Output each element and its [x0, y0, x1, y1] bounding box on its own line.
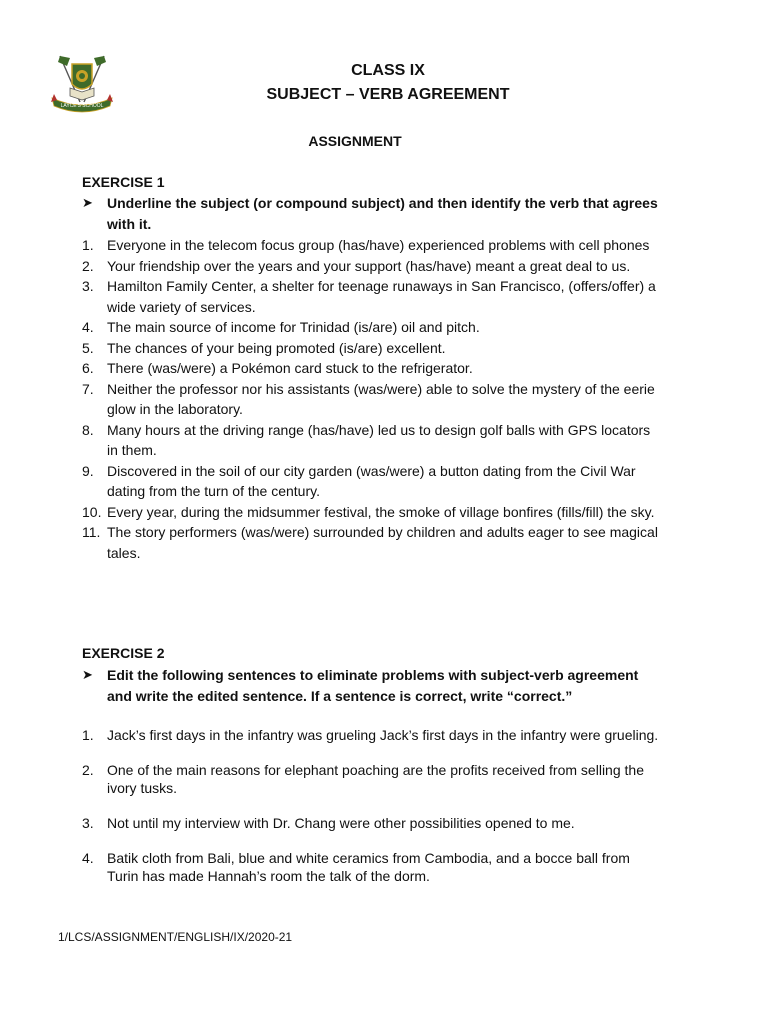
- item-number: 7.: [82, 380, 94, 397]
- item-number: 3.: [82, 815, 94, 831]
- exercise-1-instruction: [82, 193, 662, 234]
- list-item: [82, 317, 662, 338]
- item-number: 1.: [82, 237, 94, 253]
- list-item: [82, 814, 662, 832]
- list-item: [82, 235, 662, 256]
- item-text: Discovered in the soil of our city garden (was/were) a button dating from the Civil War dating from the turn of the century.: [107, 462, 636, 499]
- list-item: [82, 358, 662, 379]
- item-text: Batik cloth from Bali, blue and white ceramics from Cambodia, and a bocce ball from Turin has made Hannah’s room the talk of the dorm.: [107, 850, 630, 884]
- instruction-text: Edit the following sentences to eliminate problems with subject-verb agreement and write the edited sentence. If a sentence is correct, write “correct.”: [107, 667, 639, 704]
- school-crest-logo: [50, 50, 114, 116]
- item-text: The story performers (was/were) surrounded by children and adults eager to see magical tales.: [107, 524, 658, 561]
- item-number: 4.: [82, 319, 94, 335]
- crest-icon: [50, 50, 114, 116]
- item-text: Hamilton Family Center, a shelter for teenage runaways in San Francisco, (offers/offer) a wide variety of services.: [107, 278, 656, 315]
- exercise-2-list: [82, 726, 662, 902]
- list-item: [82, 420, 662, 461]
- instruction-text: Underline the subject (or compound subject) and then identify the verb that agrees with it.: [107, 195, 658, 232]
- item-number: 6.: [82, 360, 94, 376]
- list-item: [82, 338, 662, 359]
- list-item: [82, 849, 662, 885]
- item-text: One of the main reasons for elephant poaching are the profits received from selling the ivory tusks.: [107, 762, 644, 796]
- list-item: [82, 461, 662, 502]
- list-item: [82, 522, 662, 563]
- assignment-heading: ASSIGNMENT: [308, 133, 402, 149]
- item-number: 5.: [82, 339, 94, 356]
- item-number: 9.: [82, 462, 94, 479]
- item-text: There (was/were) a Pokémon card stuck to the refrigerator.: [107, 360, 473, 376]
- page-title: CLASS IX: [351, 62, 425, 79]
- arrow-bullet-icon: ➤: [82, 667, 93, 682]
- item-text: Not until my interview with Dr. Chang were other possibilities opened to me.: [107, 815, 575, 831]
- item-number: 10.: [82, 503, 102, 520]
- page-footer: 1/LCS/ASSIGNMENT/ENGLISH/IX/2020-21: [58, 930, 293, 944]
- item-text: Every year, during the midsummer festival, the smoke of village bonfires (fills/fill) the sky.: [107, 503, 655, 520]
- item-number: 2.: [82, 257, 94, 274]
- item-text: The chances of your being promoted (is/are) excellent.: [107, 339, 446, 356]
- item-number: 3.: [82, 278, 94, 294]
- item-text: Neither the professor nor his assistants (was/were) able to solve the mystery of the eerie glow in the laboratory.: [107, 380, 655, 417]
- item-text: Many hours at the driving range (has/have) led us to design golf balls with GPS locators in them.: [107, 421, 651, 458]
- list-item: [82, 761, 662, 797]
- item-text: The main source of income for Trinidad (is/are) oil and pitch.: [107, 319, 480, 335]
- list-item: [82, 256, 662, 277]
- list-item: [82, 502, 662, 523]
- item-number: 2.: [82, 762, 94, 778]
- item-text: Jack’s first days in the infantry was grueling Jack’s first days in the infantry were grueling.: [107, 727, 659, 743]
- exercise-2-instruction: [82, 665, 662, 706]
- item-text: Everyone in the telecom focus group (has/have) experienced problems with cell phones: [107, 237, 650, 253]
- list-item: [82, 726, 662, 744]
- item-text: Your friendship over the years and your support (has/have) meant a great deal to us.: [107, 257, 631, 274]
- item-number: 4.: [82, 850, 94, 866]
- page-subtitle: SUBJECT – VERB AGREEMENT: [266, 86, 510, 103]
- list-item: [82, 276, 662, 317]
- list-item: [82, 379, 662, 420]
- item-number: 1.: [82, 727, 94, 743]
- exercise-1-list: [82, 235, 662, 563]
- crest-banner-text: LAYCE'S SCHOOL: [60, 103, 104, 109]
- exercise-1-heading: EXERCISE 1: [82, 174, 165, 190]
- exercise-2-heading: EXERCISE 2: [82, 645, 165, 661]
- arrow-bullet-icon: ➤: [82, 195, 93, 210]
- item-number: 11.: [82, 524, 101, 540]
- item-number: 8.: [82, 421, 94, 438]
